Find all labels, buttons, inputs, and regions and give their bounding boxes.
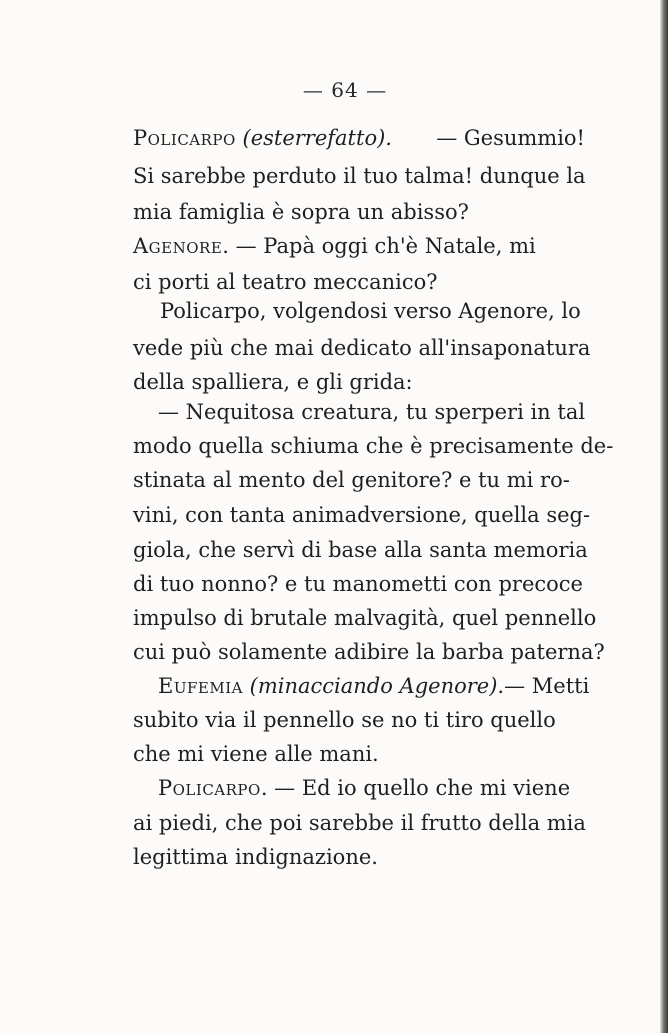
text-line-8: della spalliera, e gli grida: [133, 370, 413, 394]
page-edge-shadow [660, 0, 668, 1033]
text-line-16: cui può solamente adibire la barba paterna? [133, 640, 605, 664]
speaker-name: Policarpo [133, 126, 236, 150]
speaker-name: Eufemia [158, 674, 243, 698]
text-line-15: impulso di brutale malvagità, quel pennello [133, 606, 597, 630]
text-line-17: Eufemia (minacciando Agenore). — Metti [158, 674, 590, 698]
text-line-21: ai piedi, che poi sarebbe il frutto della mia [133, 811, 586, 835]
text-line-14: di tuo nonno? e tu manometti con precoce [133, 572, 583, 596]
text-line-22: legittima indignazione. [133, 845, 378, 869]
text-line-19: che mi viene alle mani. [133, 742, 379, 766]
text-line-7: vede più che mai dedicato all'insaponatura [133, 336, 591, 360]
stage-direction: (esterrefatto). [242, 126, 392, 150]
text-line-18: subito via il pennello se no ti tiro quello [133, 708, 556, 732]
text-line-2: Si sarebbe perduto il tuo talma! dunque la [133, 164, 586, 188]
text-line-20: Policarpo . — Ed io quello che mi viene [158, 776, 571, 800]
text-line-1: Policarpo (esterrefatto). — Gesummio! [133, 126, 585, 150]
text-line-3: mia famiglia è sopra un abisso? [133, 200, 469, 224]
text-line-4: Agenore . — Papà oggi ch'è Natale, mi [133, 234, 536, 258]
text-line-13: giola, che servì di base alla santa memoria [133, 538, 588, 562]
stage-direction: (minacciando Agenore). [249, 674, 505, 698]
text-line-5: ci porti al teatro meccanico? [133, 270, 438, 294]
text-line-6: Policarpo, volgendosi verso Agenore, lo [160, 299, 581, 323]
text-line-9: — Nequitosa creatura, tu sperperi in tal [158, 400, 586, 424]
text-line-10: modo quella schiuma che è precisamente de- [133, 434, 614, 458]
speaker-name: Policarpo [158, 776, 261, 800]
speaker-name: Agenore [133, 234, 223, 258]
page-number: — 64 — [302, 78, 388, 102]
text-line-12: vini, con tanta animadversione, quella seg- [133, 503, 591, 527]
text-line-11: stinata al mento del genitore? e tu mi ro- [133, 468, 570, 492]
